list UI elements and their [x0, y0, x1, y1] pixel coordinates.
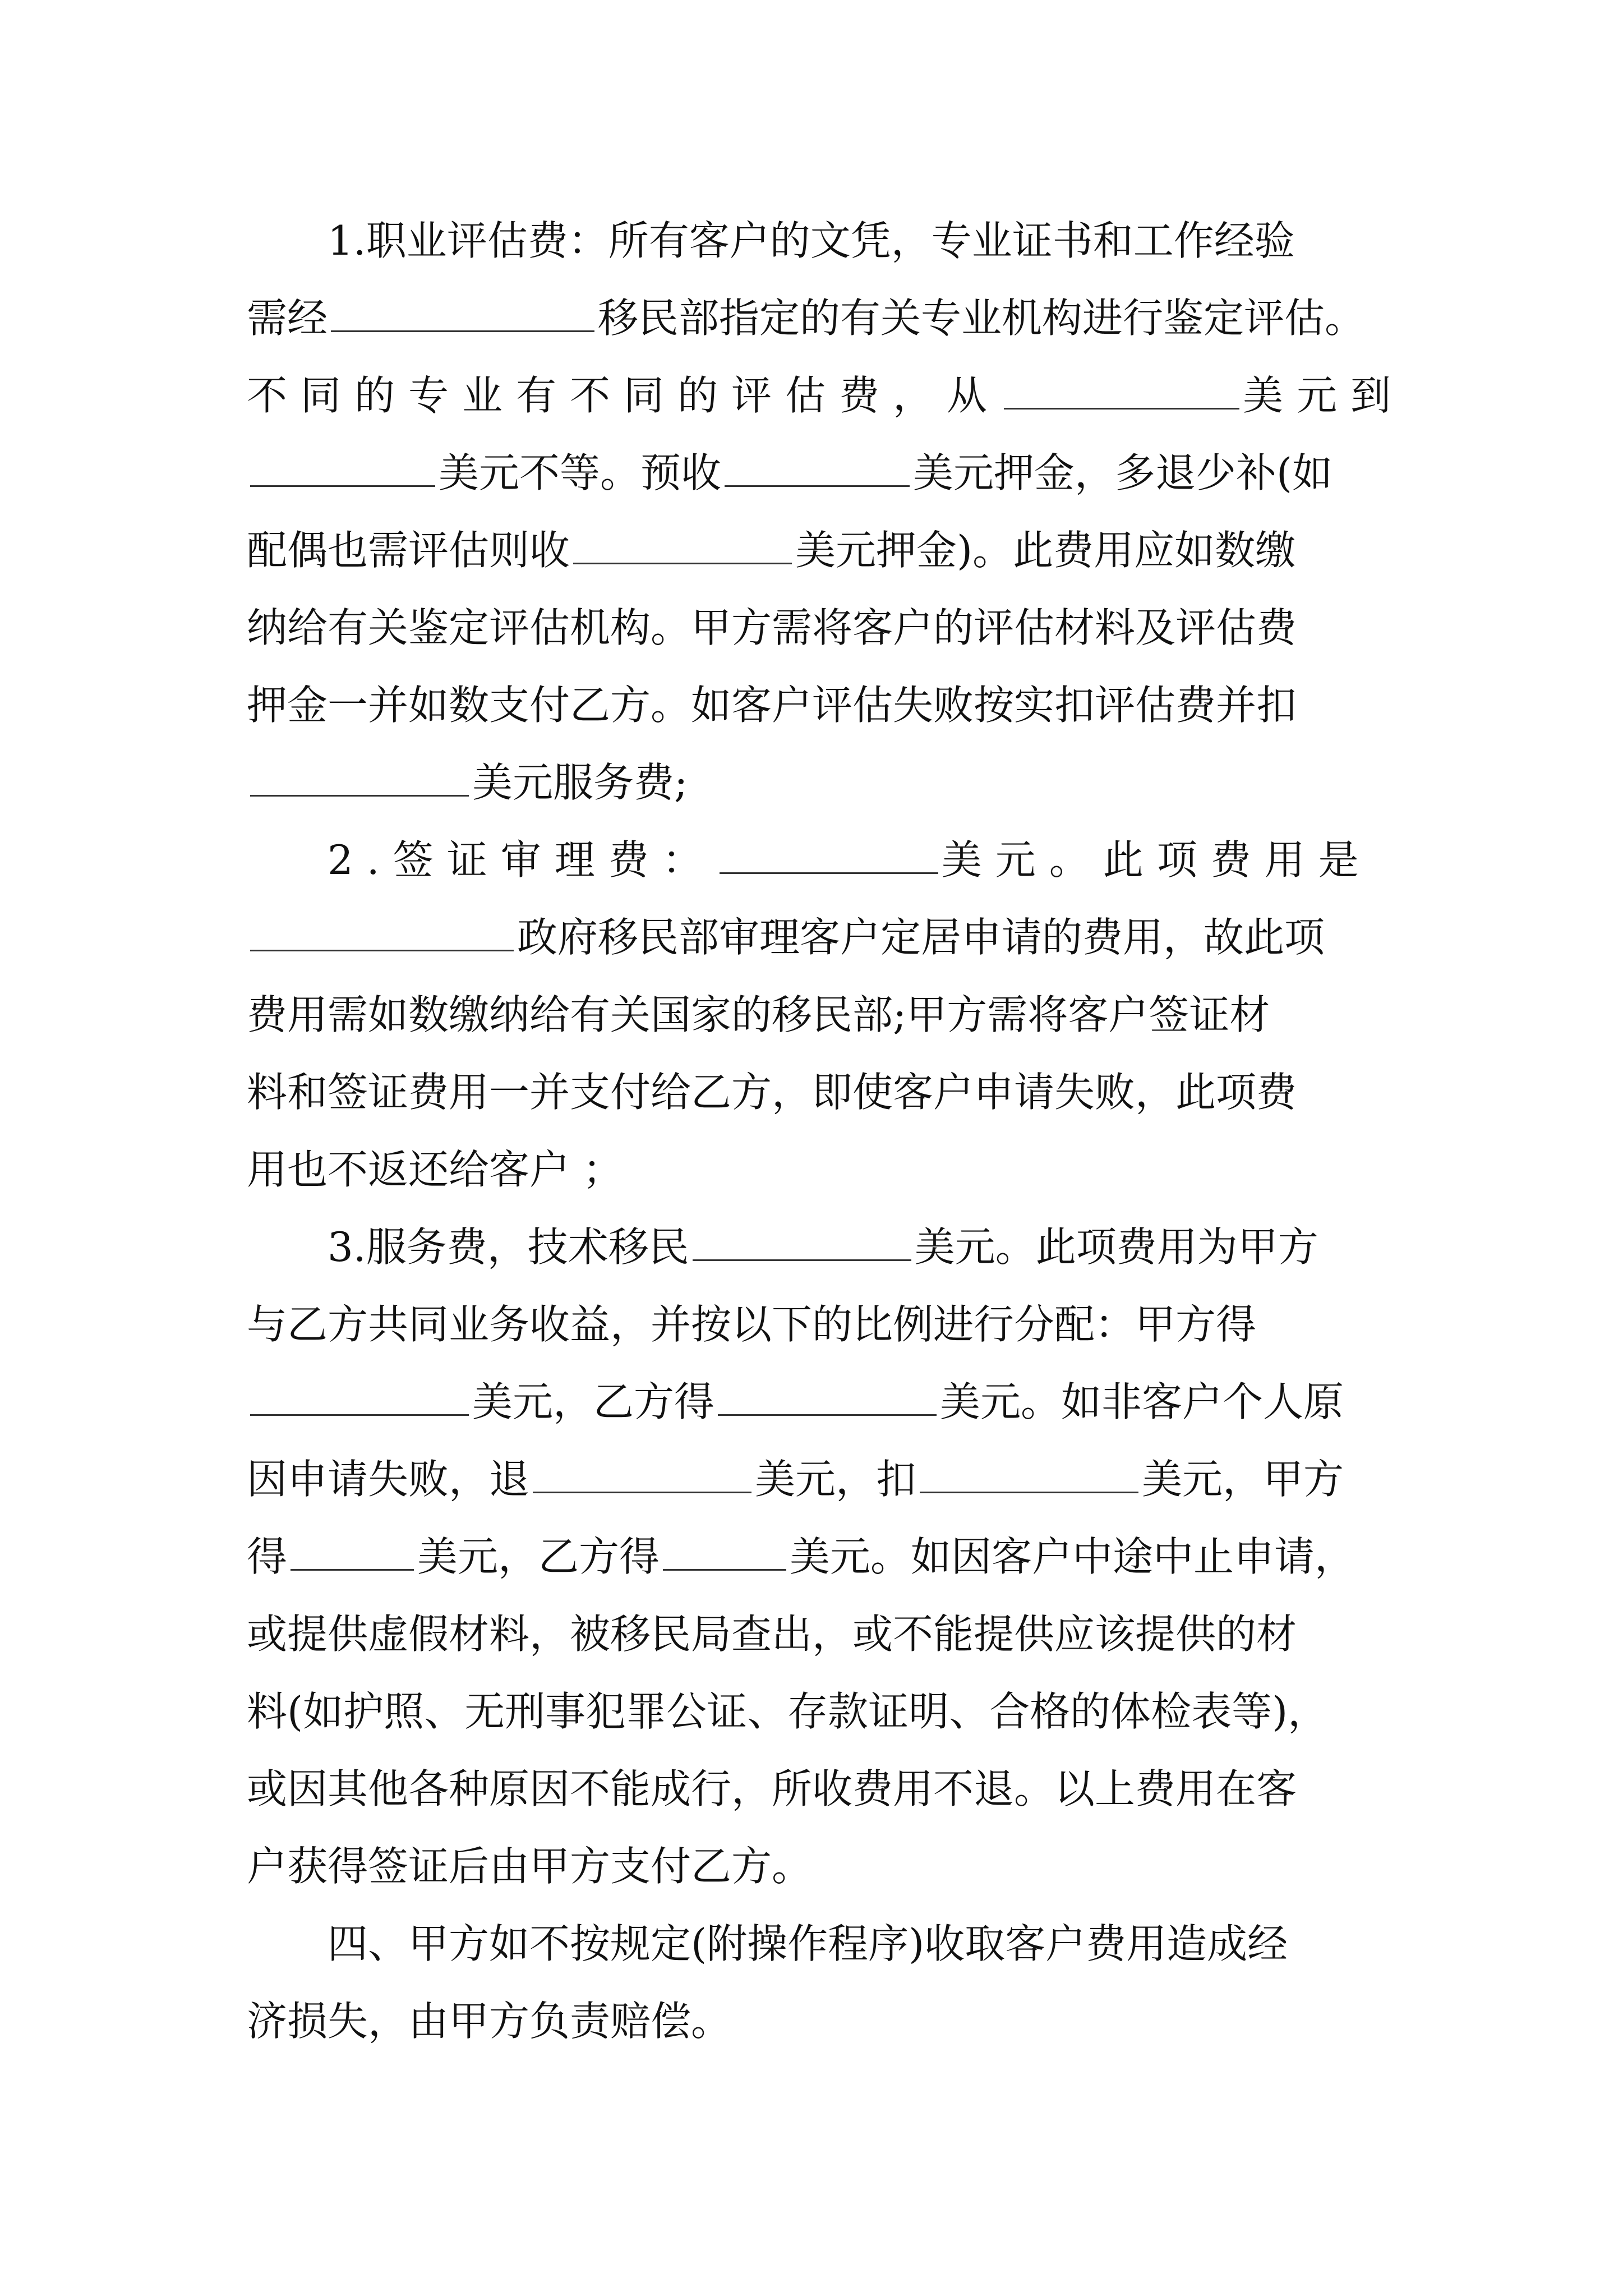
text-line: 政府移民部审理客户定居申请的费用，故此项	[247, 899, 1368, 976]
text-line: 用也不返还给客户 ；	[247, 1146, 623, 1193]
fill-in-blank[interactable]	[250, 910, 514, 951]
text-line: 美元服务费;	[247, 744, 1368, 821]
fill-in-blank[interactable]	[291, 1530, 414, 1571]
text-line: 需经 移民部指定的有关专业机构进行鉴定评估。	[247, 279, 1368, 357]
text-line: 料和签证费用一并支付给乙方，即使客户申请失败，此项费	[247, 1069, 1297, 1116]
text-line: 四、甲方如不按规定(附操作程序)收取客户费用造成经	[328, 1920, 1288, 1967]
text-line: 押金一并如数支付乙方。如客户评估失败按实扣评估费并扣	[247, 682, 1297, 729]
text-line: 或提供虚假材料，被移民局查出，或不能提供应该提供的材	[247, 1611, 1297, 1658]
text-line: 户获得签证后由甲方支付乙方。	[247, 1843, 813, 1890]
fill-in-blank[interactable]	[533, 1452, 751, 1493]
text-line: 不同的专业有不同的评估费，从 美元到	[247, 357, 1368, 434]
fill-in-blank[interactable]	[250, 1375, 469, 1416]
text-line: 济损失，由甲方负责赔偿。	[247, 1998, 732, 2045]
fill-in-blank[interactable]	[573, 523, 792, 564]
text-line: 美元不等。预收 美元押金，多退少补(如	[247, 434, 1368, 512]
fill-in-blank[interactable]	[720, 833, 938, 874]
text-line: 纳给有关鉴定评估机构。甲方需将客户的评估材料及评估费	[247, 604, 1297, 651]
fill-in-blank[interactable]	[725, 446, 910, 487]
text-line: 与乙方共同业务收益，并按以下的比例进行分配：甲方得	[247, 1301, 1257, 1348]
text-line: 1.职业评估费：所有客户的文凭，专业证书和工作经验	[328, 217, 1295, 264]
text-line: 得 美元，乙方得 美元。如因客户中途中止申请，	[247, 1518, 1368, 1595]
fill-in-blank[interactable]	[250, 446, 435, 487]
fill-in-blank[interactable]	[250, 756, 469, 797]
contract-text	[247, 202, 1405, 2060]
fill-in-blank[interactable]	[1004, 369, 1239, 409]
text-line: 因申请失败，退 美元，扣 美元，甲方	[247, 1441, 1368, 1518]
text-line: 或因其他各种原因不能成行，所收费用不退。以上费用在客	[247, 1765, 1297, 1812]
fill-in-blank[interactable]	[331, 291, 594, 332]
text-line: 费用需如数缴纳给有关国家的移民部;甲方需将客户签证材	[247, 991, 1270, 1038]
text-line: 配偶也需评估则收 美元押金)。此费用应如数缴	[247, 512, 1368, 589]
text-line: 3.服务费，技术移民 美元。此项费用为甲方	[247, 1208, 1368, 1286]
fill-in-blank[interactable]	[663, 1530, 786, 1571]
fill-in-blank[interactable]	[718, 1375, 937, 1416]
fill-in-blank[interactable]	[693, 1220, 911, 1261]
text-line: 美元，乙方得 美元。如非客户个人原	[247, 1363, 1368, 1441]
fill-in-blank[interactable]	[920, 1452, 1138, 1493]
text-line: 料(如护照、无刑事犯罪公证、存款证明、合格的体检表等)，	[247, 1688, 1329, 1735]
text-line: 2.签证审理费： 美元。此项费用是	[247, 821, 1368, 899]
